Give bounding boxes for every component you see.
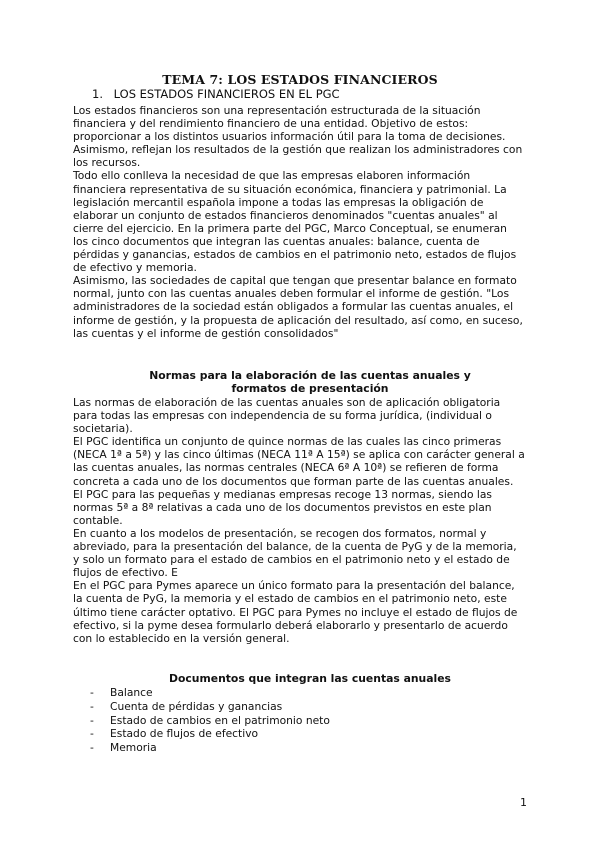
documentos-heading: Documentos que integran las cuentas anuales	[169, 672, 451, 685]
list-marker: -	[90, 741, 94, 755]
list-item	[90, 741, 330, 755]
paragraph: El PGC para las pequeñas y medianas empresas recoge 13 normas, siendo las normas 5ª a 8ª relativas a cada uno de los documentos previstos en este plan contable.	[73, 487, 492, 527]
paragraph: Todo ello conlleva la necesidad de que las empresas elaboren información financiera representativa de su situación económica, financiera y patrimonial. La legislación mercantil española impone a todas las empresas la obligación de elaborar un conjunto de estados financieros denominados "cuentas anuales" al cierre del ejercicio. En la primera parte del PGC, Marco Conceptual, se enumeran los cinco documentos que integran las cuentas anuales: balance, cuenta de pérdidas y ganancias, estados de cambios en el patrimonio neto, estados de flujos de efectivo y memoria.	[73, 169, 517, 275]
list-item	[90, 700, 330, 714]
paragraph: En cuanto a los modelos de presentación, se recogen dos formatos, normal y abreviado, para la presentación del balance, de la cuenta de PyG y de la memoria, y solo un formato para el estado de cambios en el patrimonio neto y el estado de flujos de efectivo. E	[73, 526, 517, 580]
list-marker: -	[90, 686, 94, 699]
list-item	[90, 714, 330, 728]
section-title: LOS ESTADOS FINANCIEROS EN EL PGC	[113, 87, 340, 101]
list-item-label: Balance	[110, 686, 153, 699]
paragraph: Asimismo, las sociedades de capital que tengan que presentar balance en formato normal, junto con las cuentas anuales deben formular el informe de gestión. "Los administradores de la sociedad están obligados a formular las cuentas anuales, el informe de gestión, y la propuesta de aplicación del resultado, así como, en suceso, las cuentas y el informe de gestión consolidados"	[73, 274, 523, 340]
list-item-label: Cuenta de pérdidas y ganancias	[110, 699, 283, 713]
section-number: 1.	[92, 87, 103, 101]
list-marker: -	[90, 727, 94, 741]
list-item-label: Estado de flujos de efectivo	[110, 727, 259, 741]
page-number: 1	[520, 796, 527, 809]
normas-text	[73, 396, 525, 645]
list-marker: -	[90, 713, 94, 727]
list-item-label: Estado de cambios en el patrimonio neto	[110, 713, 330, 727]
section-heading	[92, 87, 340, 101]
paragraph: Los estados financieros son una representación estructurada de la situación financiera y del rendimiento financiero de una entidad. Objetivo de estos: proporcionar a los distintos usuarios información útil para la toma de decisiones. Asimismo, reflejan los resultados de la gestión que realizan los administradores con los recursos.	[73, 104, 523, 170]
list-item	[90, 686, 330, 700]
paragraph: El PGC identifica un conjunto de quince normas de las cuales las cinco primeras (NECA 1ª a 5ª) y las cinco últimas (NECA 11ª A 15ª) se aplica con carácter general a las cuentas anuales, las normas centrales (NECA 6ª A 10ª) se refieren de forma concreta a cada uno de los documentos que forman parte de las cuentas anuales.	[73, 435, 525, 488]
documentos-list	[90, 686, 330, 755]
normas-heading: Normas para la elaboración de las cuentas anuales y formatos de presentación	[149, 369, 471, 396]
list-item	[90, 727, 330, 741]
list-marker: -	[90, 699, 94, 713]
paragraph: En el PGC para Pymes aparece un único formato para la presentación del balance, la cuenta de PyG, la memoria y el estado de cambios en el patrimonio neto, este último tiene carácter optativo. El PGC para Pymes no incluye el estado de flujos de efectivo, si la pyme desea formularlo deberá elaborarlo y presentarlo de acuerdo con lo establecido en la versión general.	[73, 579, 518, 645]
intro-text	[73, 104, 525, 340]
paragraph: Las normas de elaboración de las cuentas anuales son de aplicación obligatoria para todas las empresas con independencia de su forma jurídica, (individual o societaria).	[73, 396, 501, 436]
list-item-label: Memoria	[110, 741, 157, 755]
document-title: TEMA 7: LOS ESTADOS FINANCIEROS	[162, 72, 438, 87]
